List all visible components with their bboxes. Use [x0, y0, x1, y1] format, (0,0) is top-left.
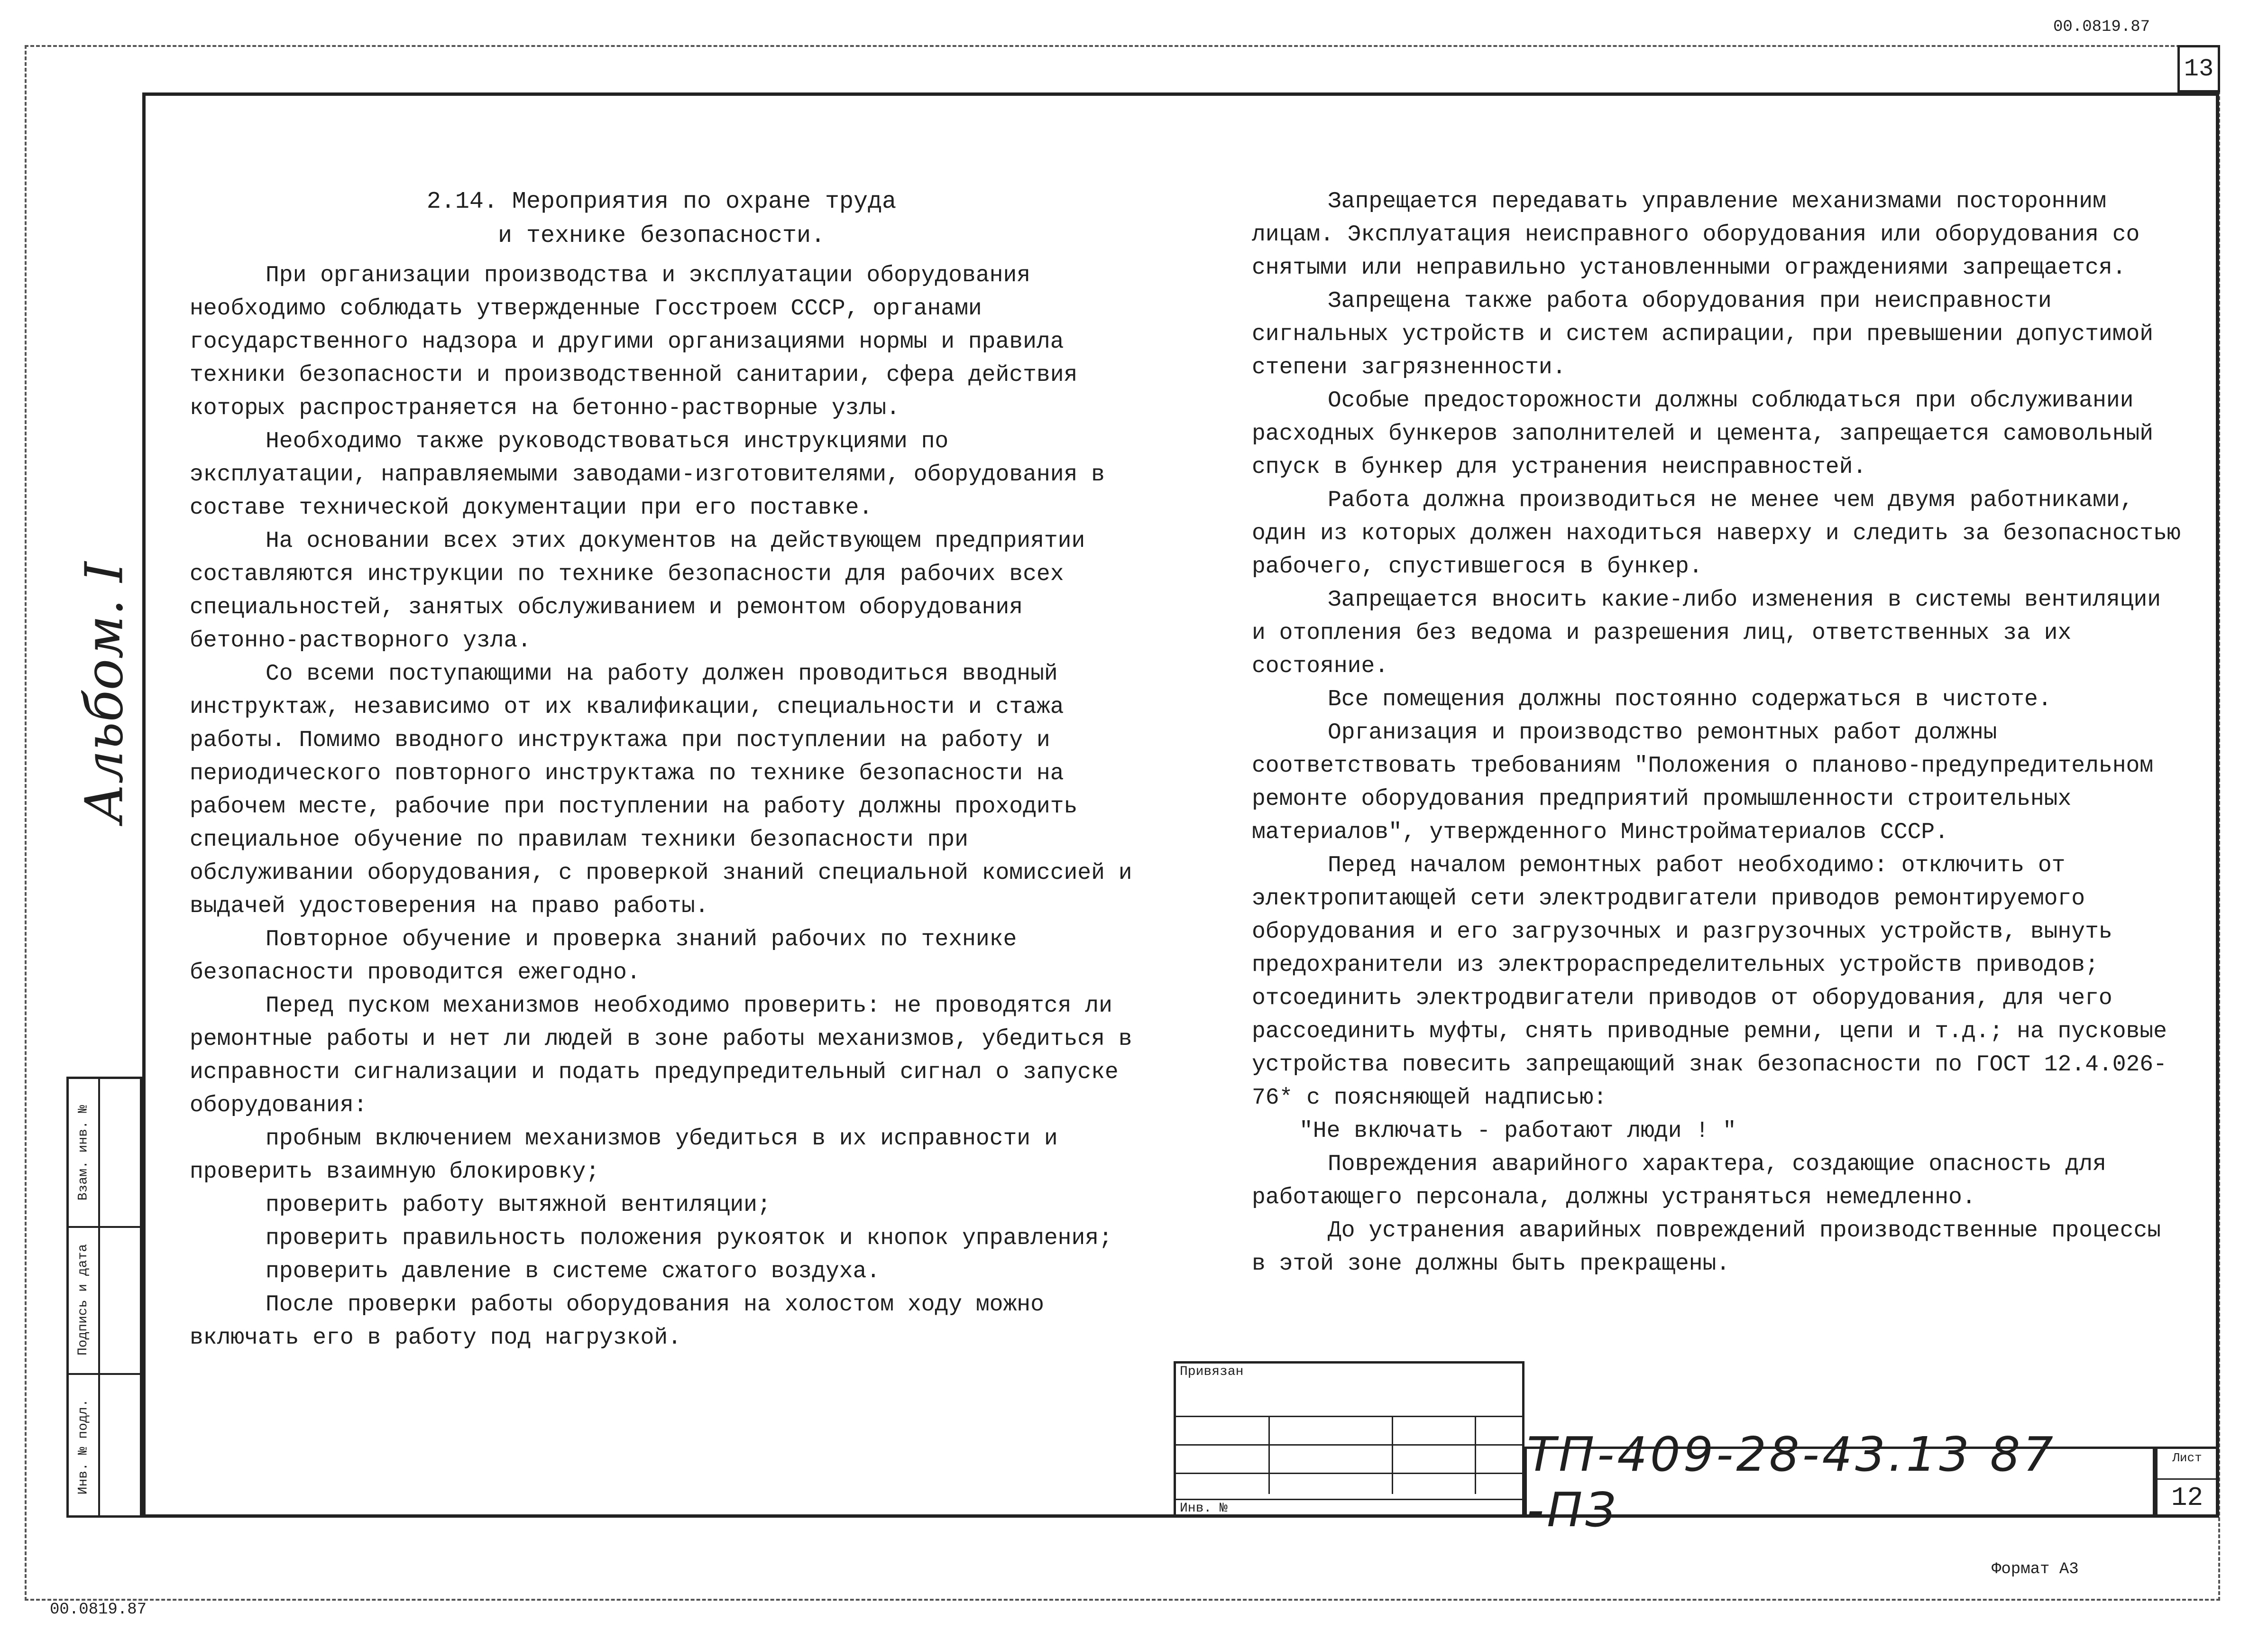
document-code-stamp-bottom: 00.0819.87 [50, 1601, 147, 1619]
paragraph: Повреждения аварийного характера, создающие опасность для работающего персонала, должны устраняться немедленно. [1252, 1152, 2106, 1210]
document-code: ТП-409-28-43.13 87 -ПЗ [1524, 1447, 2155, 1518]
attached-label: Привязан [1180, 1364, 1244, 1379]
paragraph: Все помещения должны постоянно содержаться в чистоте. [1328, 687, 2052, 712]
title-block [1174, 1361, 1524, 1518]
paragraph: Необходимо также руководствоваться инструкциями по эксплуатации, направляемыми заводами-изготовителями, оборудования в составе технической документации при его поставке. [190, 429, 1105, 521]
paragraph: Запрещается передавать управление механизмами посторонним лицам. Эксплуатация неисправного оборудования или оборудования со снятыми или неправильно установленными ограждениями запрещается. [1252, 189, 2140, 281]
list-item: проверить давление в системе сжатого воздуха. [266, 1259, 881, 1284]
list-item: проверить правильность положения рукояток и кнопок управления; [266, 1226, 1112, 1251]
right-column [1252, 185, 2181, 1281]
side-label-inventory: Инв. № подл. [76, 1399, 91, 1494]
paragraph: Запрещена также работа оборудования при неисправности сигнальных устройств и систем аспирации, при превышении допустимой степени загрязненности. [1252, 288, 2154, 380]
paragraph: Со всеми поступающими на работу должен проводиться вводный инструктаж, независимо от их квалификации, специальности и стажа работы. Помимо вводного инструктажа при поступлении на работу и периодического повторного инструктажа по технике безопасности на рабочем месте, рабочие при поступлении на работу должны проходить специальное обучение по правилам техники безопасности при обслуживании оборудования, с проверкой знаний специальной комиссией и выдачей удостоверения на право работы. [190, 661, 1132, 919]
paragraph: Организация и производство ремонтных работ должны соответствовать требованиям "Положения о планово-предупредительном ремонте оборудования предприятий промышленности строительных материалов", утвержденного Минстройматериалов СССР. [1252, 720, 2154, 845]
side-strip [66, 1077, 142, 1518]
paragraph: Особые предосторожности должны соблюдаться при обслуживании расходных бункеров заполнителей и цемента, запрещается самовольный спуск в бункер для устранения неисправностей. [1252, 388, 2154, 480]
side-label-replacement: Взам. инв. № [76, 1105, 91, 1200]
paragraph: До устранения аварийных повреждений производственные процессы в этой зоне должны быть прекращены. [1252, 1218, 2161, 1277]
paragraph: Запрещается вносить какие-либо изменения в системы вентиляции и отопления без ведома и разрешения лиц, ответственных за их состояние. [1252, 587, 2161, 679]
paragraph: Работа должна производиться не менее чем двумя работниками, один из которых должен находиться наверху и следить за безопасностью рабочего, спустившегося в бункер. [1252, 488, 2181, 580]
document-code-stamp-top: 00.0819.87 [2053, 18, 2150, 36]
section-heading-line2: и технике безопасности. [497, 222, 826, 249]
paragraph: Перед началом ремонтных работ необходимо: отключить от электропитающей сети электродвигатели приводов ремонтируемого оборудования и его загрузочных и разгрузочных устройств, вынуть предохранители из электрораспределительных устройств приводов; отсоединить электродвигатели приводов от оборудования, для чего рассоединить муфты, снять приводные ремни, цепи и т.д.; на пусковые устройства повесить запрещающий знак безопасности по ГОСТ 12.4.026-76* с поясняющей надписью: [1252, 853, 2167, 1111]
warning-sign-text: "Не включать - работают люди ! " [1299, 1118, 1736, 1144]
list-item: проверить работу вытяжной вентиляции; [266, 1192, 771, 1218]
left-column [190, 185, 1133, 1355]
sheet-label: Лист [2172, 1451, 2202, 1465]
sheet-number: 12 [2158, 1478, 2217, 1513]
inventory-label: Инв. № [1180, 1501, 1228, 1516]
list-item: пробным включением механизмов убедиться в их исправности и проверить взаимную блокировку; [190, 1126, 1058, 1185]
format-label: Формат А3 [1992, 1560, 2079, 1578]
section-heading: 2.14. Мероприятия по охране труда [426, 188, 897, 215]
paragraph: При организации производства и эксплуатации оборудования необходимо соблюдать утвержденные Госстроем СССР, органами государственного надзора и другими организациями нормы и правила техники безопасности и производственной санитарии, сфера действия которых распространяется на бетонно-растворные узлы. [190, 263, 1078, 421]
page-number: 13 [2177, 45, 2220, 92]
paragraph: Перед пуском механизмов необходимо проверить: не проводятся ли ремонтные работы и нет ли людей в зоне работы механизмов, убедиться в исправности сигнализации и подать предупредительный сигнал о запуске оборудования: [190, 993, 1132, 1118]
side-label-signature: Подпись и дата [76, 1244, 91, 1355]
sheet-box [2155, 1447, 2219, 1518]
paragraph: На основании всех этих документов на действующем предприятии составляются инструкции по технике безопасности для рабочих всех специальностей, занятых обслуживанием и ремонтом оборудования бетонно-растворного узла. [190, 528, 1085, 654]
album-label: Альбом. I [74, 562, 135, 823]
paragraph: После проверки работы оборудования на холостом ходу можно включать его в работу под нагрузкой. [190, 1292, 1044, 1351]
paragraph: Повторное обучение и проверка знаний рабочих по технике безопасности проводится ежегодно. [190, 927, 1017, 986]
